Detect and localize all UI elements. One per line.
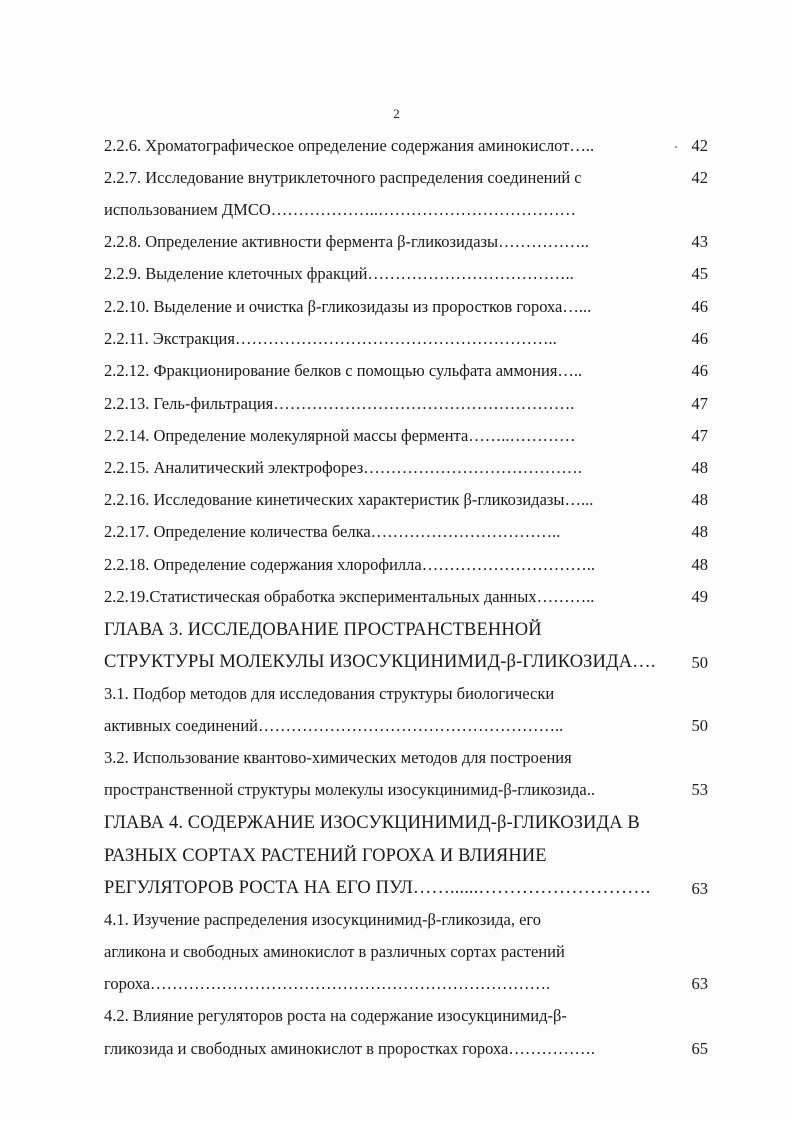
toc-entry-page: 48 <box>691 522 708 541</box>
toc-entry-text: 2.2.15. Аналитический электрофорез…………………………………. <box>104 458 582 477</box>
toc-entry-page: 47 <box>691 394 708 413</box>
chapter-heading: СТРУКТУРЫ МОЛЕКУЛЫ ИЗОСУКЦИНИМИД-β-ГЛИКОЗИДА…. <box>104 652 656 672</box>
toc-entry-text: гороха………………………………………………………………. <box>104 974 551 993</box>
toc-entry-page: 46 <box>691 361 708 380</box>
toc-entry-page: 49 <box>691 587 708 606</box>
toc-entry-text: 4.1. Изучение распределения изосукцинимид-β-гликозида, его <box>104 910 542 929</box>
chapter-heading: РАЗНЫХ СОРТАХ РАСТЕНИЙ ГОРОХА И ВЛИЯНИЕ <box>104 846 547 866</box>
toc-entry-page: 53 <box>691 780 708 799</box>
toc-entry-text: 2.2.6. Хроматографическое определение содержания аминокислот….. <box>104 136 595 155</box>
toc-entry-text: 2.2.8. Определение активности фермента β-гликозидазы…………….. <box>104 232 589 251</box>
toc-entry-page: 63 <box>691 974 708 993</box>
toc-entry-text: 2.2.19.Статистическая обработка экспериментальных данных……….. <box>104 587 595 606</box>
toc-entry-page: 45 <box>691 264 708 283</box>
toc-entry-page: 42 <box>691 136 708 155</box>
chapter-heading: ГЛАВА 3. ИССЛЕДОВАНИЕ ПРОСТРАНСТВЕННОЙ <box>104 620 542 640</box>
toc-entry-text: 2.2.7. Исследование внутриклеточного распределения соединений с <box>104 168 582 187</box>
toc-entry-text: 2.2.17. Определение количества белка…………………………….. <box>104 522 561 541</box>
toc-entry-text: 4.2. Влияние регуляторов роста на содержание изосукцинимид-β- <box>104 1006 567 1025</box>
toc-entry-page: 48 <box>691 458 708 477</box>
page-number: 2 <box>393 106 400 121</box>
toc-entry-text: 2.2.11. Экстракция………………………………………………….. <box>104 329 557 348</box>
toc-entry-text: агликона и свободных аминокислот в различных сортах растений <box>104 942 565 961</box>
toc-entry-text: 2.2.18. Определение содержания хлорофилла………………………….. <box>104 555 595 574</box>
toc-entry-page: 47 <box>691 426 708 445</box>
toc-entry-page: 48 <box>691 490 708 509</box>
toc-entry-text: 3.1. Подбор методов для исследования структуры биологически <box>104 684 555 703</box>
toc-entry-text: 2.2.16. Исследование кинетических характеристик β-гликозидазы…... <box>104 490 594 509</box>
toc-entry-page: 50 <box>691 653 708 672</box>
toc-entry-page: 50 <box>691 716 708 735</box>
chapter-heading: РЕГУЛЯТОРОВ РОСТА НА ЕГО ПУЛ……......………………………. <box>104 878 651 898</box>
toc-entry-page: 46 <box>691 297 708 316</box>
toc-entry-text: 2.2.10. Выделение и очистка β-гликозидазы из проростков гороха…... <box>104 297 592 316</box>
toc-entry-page: 48 <box>691 555 708 574</box>
toc-entry-text: активных соединений……………………………………………….. <box>104 716 564 735</box>
toc-entry-text: 3.2. Использование квантово-химических методов для построения <box>104 748 572 767</box>
toc-entry-text: 2.2.13. Гель-фильтрация………………………………………………. <box>104 394 575 413</box>
toc-entry-text: пространственной структуры молекулы изосукцинимид-β-гликозида.. <box>104 780 595 799</box>
toc-entry-page: 43 <box>691 232 708 251</box>
toc-entry-page: 65 <box>691 1039 708 1058</box>
toc-entry-page: 63 <box>691 879 708 898</box>
toc-entry-text: 2.2.9. Выделение клеточных фракций……………………………….. <box>104 264 574 283</box>
toc-entry-text: 2.2.14. Определение молекулярной массы фермента……..………… <box>104 426 576 445</box>
toc-entry-page: 42 <box>691 168 708 187</box>
toc-entry-text: 2.2.12. Фракционирование белков с помощью сульфата аммония….. <box>104 361 583 380</box>
toc-entry-text: использованием ДМСО………………..……………………………… <box>104 200 576 219</box>
chapter-heading: ГЛАВА 4. СОДЕРЖАНИЕ ИЗОСУКЦИНИМИД-β-ГЛИКОЗИДА В <box>104 813 640 833</box>
toc-entry-text: гликозида и свободных аминокислот в проростках гороха……………. <box>104 1039 595 1058</box>
toc-entry-page: 46 <box>691 329 708 348</box>
